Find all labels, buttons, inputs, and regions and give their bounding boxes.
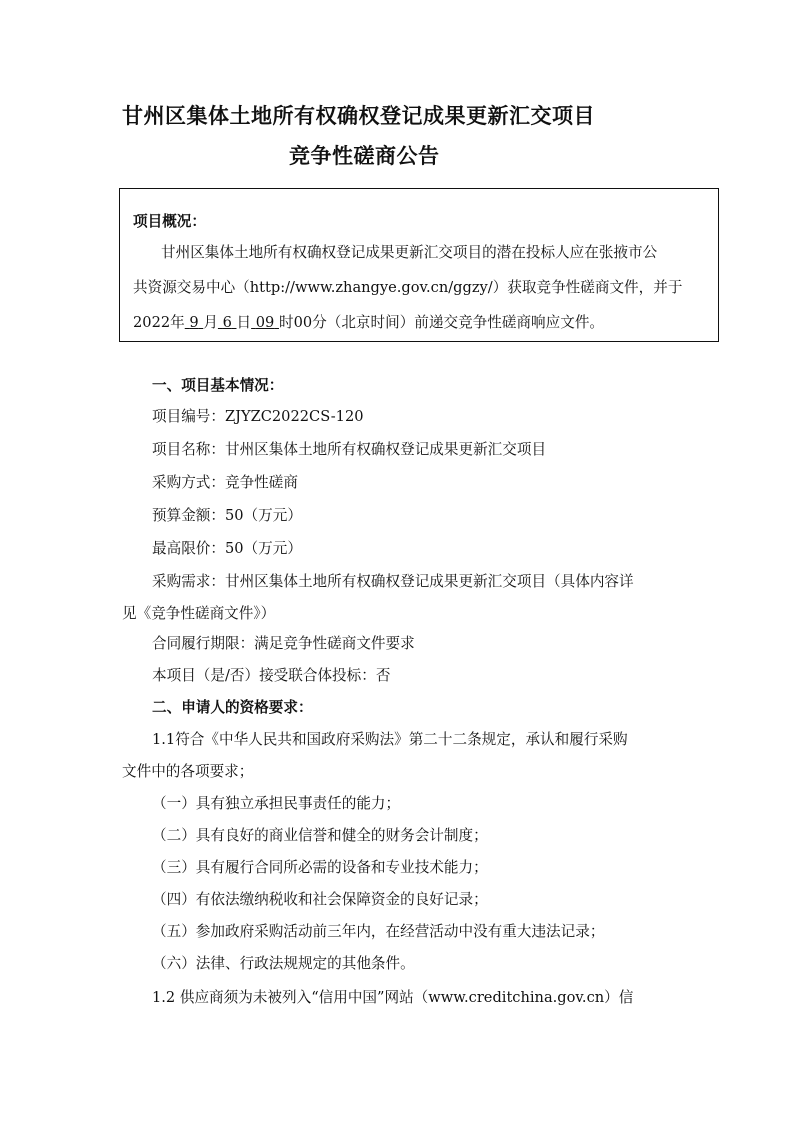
procurement-method: 采购方式：竞争性磋商 (152, 474, 298, 491)
deadline-month: 9 (189, 314, 199, 331)
consortium-bid: 本项目（是/否）接受联合体投标：否 (152, 667, 391, 684)
deadline-day: 6 (222, 314, 232, 331)
contract-period: 合同履行期限：满足竞争性磋商文件要求 (152, 635, 415, 652)
project-name: 项目名称：甘州区集体土地所有权确权登记成果更新汇交项目 (152, 441, 547, 458)
budget-amount: 预算金额：50（万元） (152, 507, 302, 524)
deadline-day-unit: 日 (236, 314, 252, 331)
requirement-item-3: （三）具有履行合同所必需的设备和专业技术能力； (152, 859, 488, 876)
requirement-item-1: （一）具有独立承担民事责任的能力； (152, 795, 401, 812)
overview-text-1: 甘州区集体土地所有权确权登记成果更新汇交项目的潜在投标人应在张掖市公 (161, 244, 658, 261)
deadline-year: 2022年 (133, 314, 185, 331)
deadline-rest: 时00分（北京时间）前递交竞争性磋商响应文件。 (278, 314, 605, 331)
procurement-requirement-cont: 见《竞争性磋商文件》） (122, 605, 276, 622)
deadline-hour: 09 (255, 314, 275, 331)
deadline-month-unit: 月 (203, 314, 218, 331)
document-title-line2: 竞争性磋商公告 (289, 144, 440, 168)
procurement-requirement: 采购需求：甘州区集体土地所有权确权登记成果更新汇交项目（具体内容详 (152, 573, 634, 590)
requirement-1-2: 1.2 供应商须为未被列入“信用中国”网站（www.creditchina.gov.cn）信 (152, 989, 634, 1006)
requirement-item-6: （六）法律、行政法规规定的其他条件。 (152, 955, 415, 972)
document-title-line1: 甘州区集体土地所有权确权登记成果更新汇交项目 (122, 104, 595, 128)
section1-heading: 一、项目基本情况： (152, 377, 284, 394)
overview-text-2: 共资源交易中心（http://www.zhangye.gov.cn/ggzy/）获取竞争性磋商文件，并于 (133, 279, 683, 296)
section2-heading: 二、申请人的资格要求： (152, 699, 313, 716)
overview-text-3 (133, 311, 604, 332)
requirement-item-5: （五）参加政府采购活动前三年内，在经营活动中没有重大违法记录； (152, 923, 605, 940)
max-price: 最高限价：50（万元） (152, 540, 302, 557)
overview-heading: 项目概况： (133, 213, 206, 230)
requirement-1-1-cont: 文件中的各项要求； (122, 763, 254, 780)
project-number: 项目编号：ZJYZC2022CS-120 (152, 408, 364, 425)
requirement-1-1: 1.1符合《中华人民共和国政府采购法》第二十二条规定，承认和履行采购 (152, 731, 628, 748)
requirement-item-4: （四）有依法缴纳税收和社会保障资金的良好记录； (152, 891, 488, 908)
requirement-item-2: （二）具有良好的商业信誉和健全的财务会计制度； (152, 827, 488, 844)
